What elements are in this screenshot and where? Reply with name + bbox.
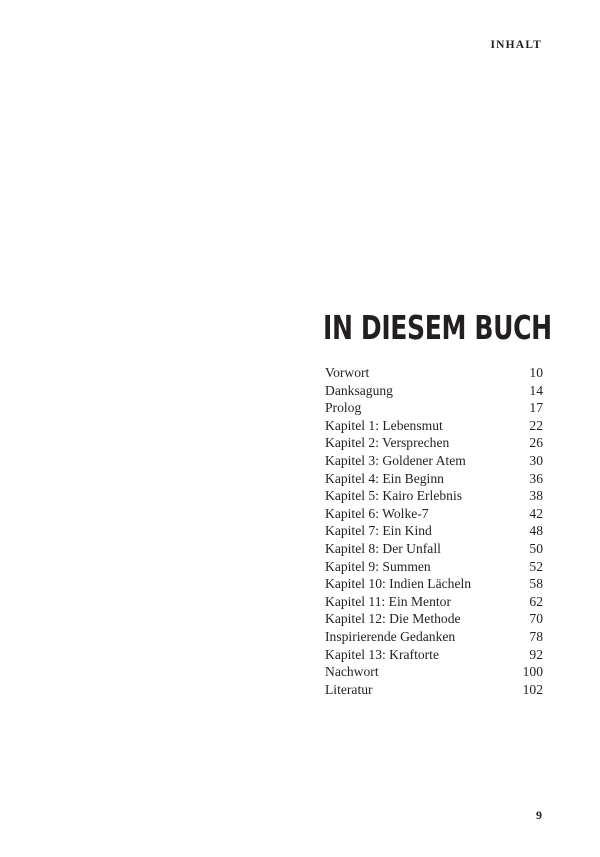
toc-entry-title: Kapitel 10: Indien Lächeln [325, 576, 472, 592]
toc-entry [325, 575, 543, 593]
toc-entry [325, 593, 543, 611]
toc-entry-page: 78 [529, 628, 543, 644]
toc-entry-title: Kapitel 5: Kairo Erlebnis [325, 488, 463, 504]
toc-entry-page: 100 [522, 664, 543, 680]
toc-entry-title: Kapitel 8: Der Unfall [325, 540, 441, 556]
toc-entry-page: 92 [529, 646, 543, 662]
toc-entry [325, 505, 543, 523]
toc-entry-page: 48 [529, 523, 543, 539]
toc-entry-title: Kapitel 11: Ein Mentor [325, 593, 451, 609]
toc-entry-title: Prolog [325, 400, 362, 416]
toc-entry-title: Vorwort [325, 365, 370, 380]
toc-entry [325, 470, 543, 488]
toc-entry-page: 30 [529, 452, 543, 468]
toc-entry-page: 102 [522, 681, 543, 697]
running-head: INHALT [490, 39, 542, 51]
toc-entry [325, 681, 543, 699]
toc-entry [325, 382, 543, 400]
toc-entry-page: 17 [529, 400, 543, 416]
toc-entry [325, 452, 543, 470]
toc-entry-title: Nachwort [325, 664, 379, 680]
toc-entry-page: 10 [529, 365, 543, 380]
toc-entry [325, 364, 543, 382]
toc-entry-page: 22 [529, 417, 543, 433]
toc-entry [325, 399, 543, 417]
toc-entry-page: 14 [529, 382, 543, 398]
toc-entry-title: Kapitel 7: Ein Kind [325, 523, 432, 539]
toc-entry-page: 62 [529, 593, 543, 609]
toc-entry-title: Danksagung [325, 382, 393, 398]
toc-entry-page: 36 [529, 470, 543, 486]
toc-entry-title: Kapitel 2: Versprechen [325, 435, 450, 451]
toc-entry-page: 58 [529, 576, 543, 592]
toc-entry-page: 70 [529, 611, 543, 627]
toc-entry [325, 663, 543, 681]
toc-entry-title: Kapitel 12: Die Methode [325, 611, 461, 627]
toc-entry-title: Literatur [325, 681, 373, 697]
toc-entry-page: 38 [529, 488, 543, 504]
toc-entry [325, 628, 543, 646]
toc-entry [325, 522, 543, 540]
toc-entry [325, 434, 543, 452]
toc-entry-page: 52 [529, 558, 543, 574]
toc-entry-page: 50 [529, 540, 543, 556]
toc-entry-title: Kapitel 13: Kraftorte [325, 646, 439, 662]
page-title: IN DIESEM BUCH [323, 308, 552, 347]
toc-entry [325, 610, 543, 628]
toc-entry-title: Kapitel 9: Summen [325, 558, 431, 574]
toc-entry [325, 487, 543, 505]
toc-entry-title: Inspirierende Gedanken [325, 628, 456, 644]
toc-entry [325, 646, 543, 664]
toc-entry [325, 558, 543, 576]
toc-entry [325, 417, 543, 435]
toc-entry [325, 540, 543, 558]
toc-entry-title: Kapitel 4: Ein Beginn [325, 470, 444, 486]
toc-entry-title: Kapitel 3: Goldener Atem [325, 452, 466, 468]
page-number: 9 [536, 808, 542, 822]
toc-entry-page: 42 [529, 505, 543, 521]
toc-entry-title: Kapitel 1: Lebensmut [325, 417, 443, 433]
table-of-contents [325, 364, 543, 698]
toc-entry-title: Kapitel 6: Wolke-7 [325, 505, 429, 521]
toc-entry-page: 26 [529, 435, 543, 451]
